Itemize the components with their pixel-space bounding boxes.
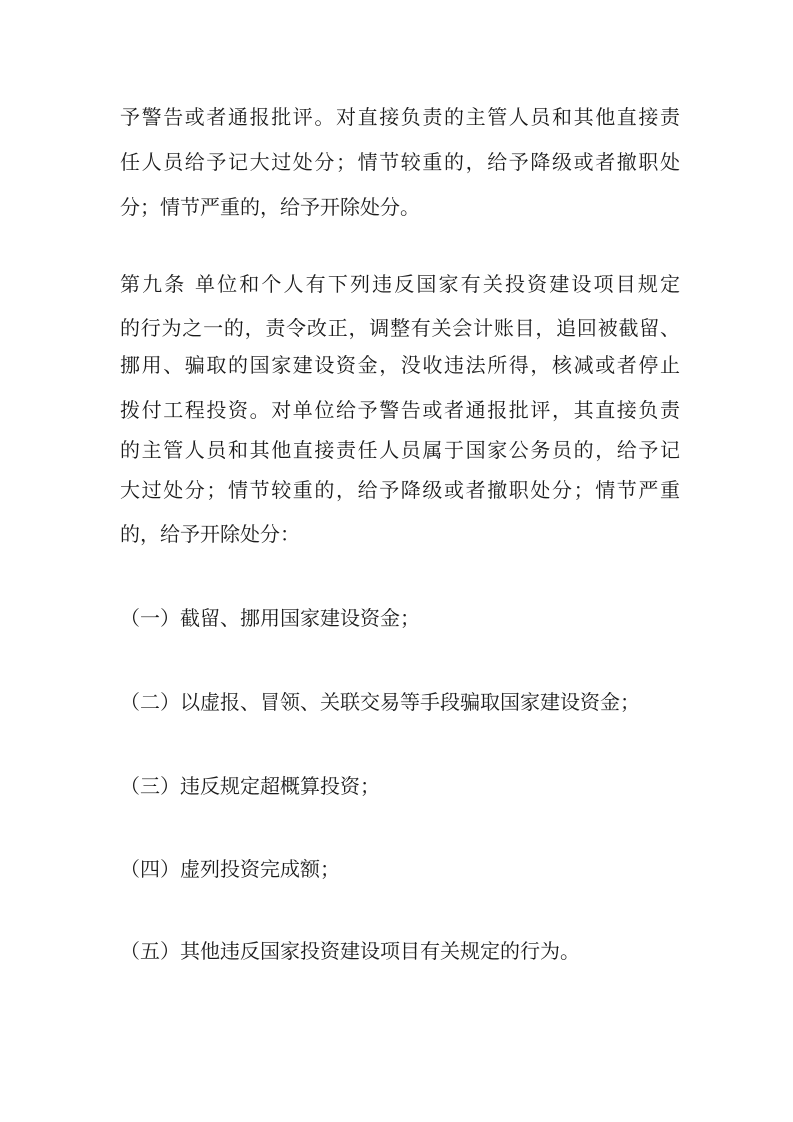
text-line: 的行为之一的，责令改正，调整有关会计账目，追回被截留、 xyxy=(120,316,680,340)
list-item: （四）虚列投资完成额； xyxy=(120,857,340,881)
text-line: 任人员给予记大过处分；情节较重的，给予降级或者撤职处 xyxy=(120,150,680,174)
text-line: 挪用、骗取的国家建设资金，没收违法所得，核减或者停止 xyxy=(120,353,680,377)
text-line: 的主管人员和其他直接责任人员属于国家公务员的，给予记 xyxy=(120,438,680,462)
list-item: （一）截留、挪用国家建设资金； xyxy=(120,606,420,630)
list-item: （三）违反规定超概算投资； xyxy=(120,774,380,798)
text-line: 分；情节严重的，给予开除处分。 xyxy=(120,195,420,219)
text-line: 拨付工程投资。对单位给予警告或者通报批评，其直接负责 xyxy=(120,398,680,422)
list-item: （五）其他违反国家投资建设项目有关规定的行为。 xyxy=(120,939,580,963)
text-line: 大过处分；情节较重的，给予降级或者撤职处分；情节严重 xyxy=(120,478,680,502)
text-line: 予警告或者通报批评。对直接负责的主管人员和其他直接责 xyxy=(120,105,680,129)
text-line: 的，给予开除处分： xyxy=(120,522,300,546)
text-line: 第九条 单位和个人有下列违反国家有关投资建设项目规定 xyxy=(120,272,680,296)
list-item: （二）以虚报、冒领、关联交易等手段骗取国家建设资金； xyxy=(120,690,640,714)
